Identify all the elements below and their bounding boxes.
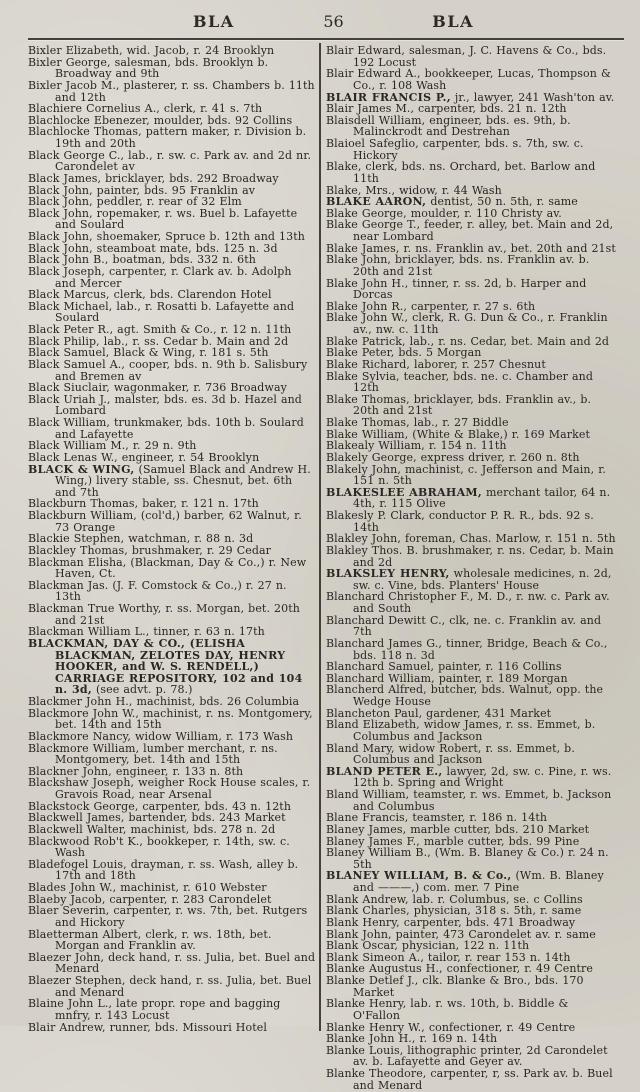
directory-entry: Blakely John, machinist, c. Jefferson and Main, r. 151 n. 5th bbox=[326, 462, 606, 488]
directory-entry: Bixler Jacob M., plasterer, r. ss. Chambers b. 11th and 12th bbox=[28, 78, 315, 104]
directory-entry: Blackman Elisha, (Blackman, Day & Co.,) r. New Haven, Ct. bbox=[28, 555, 307, 581]
directory-entry: Black Marcus, clerk, bds. Clarendon Hotel bbox=[28, 288, 272, 302]
directory-entry: Black Samuel A., cooper, bds. n. 9th b. Salisbury and Bremen av bbox=[28, 357, 308, 383]
directory-entry: Blank Andrew, lab. r. Columbus, se. c Collins bbox=[326, 892, 583, 906]
directory-entry: Black Michael, lab., r. Rosatti b. Lafayette and Soulard bbox=[28, 299, 295, 325]
directory-entry: Blackman Jas. (J. F. Comstock & Co.,) r. 27 n. 13th bbox=[28, 578, 287, 604]
directory-entry: Blanke Augustus H., confectioner, r. 49 Centre bbox=[326, 962, 593, 976]
directory-entry: Blaney James, marble cutter, bds. 210 Market bbox=[326, 822, 590, 836]
directory-entry: BLANEY WILLIAM, B. & Co., (Wm. B. Blaney and ———,) com. mer. 7 Pine bbox=[326, 869, 604, 894]
directory-entry: Blanke Louis, lithographic printer, 2d Carondelet av. b. Lafayette and Geyer av. bbox=[326, 1043, 608, 1069]
directory-entry: Blanchard Samuel, painter, r. 116 Collins bbox=[326, 660, 562, 674]
directory-entry: Blanchard James G., tinner, Bridge, Beach & Co., bds. 118 n. 3d bbox=[326, 636, 608, 662]
directory-entry: Blake George, moulder, r. 110 Christy av. bbox=[326, 206, 562, 220]
directory-entry: Blackburn Thomas, baker, r. 121 n. 17th bbox=[28, 497, 259, 511]
directory-entry: Blair Andrew, runner, bds. Missouri Hotel bbox=[28, 1020, 267, 1034]
directory-entry: BLAND PETER E., lawyer, 2d, sw. c. Pine, r. ws. 12th b. Spring and Wright bbox=[326, 764, 612, 790]
directory-entry: Black John, painter, bds. 95 Franklin av bbox=[28, 183, 256, 197]
directory-entry: Blaeby Jacob, carpenter, r. 283 Carondelet bbox=[28, 892, 272, 906]
directory-entry: Black William M., r. 29 n. 9th bbox=[28, 439, 197, 453]
directory-entry: Blake John R., carpenter, r. 27 s. 6th bbox=[326, 299, 536, 313]
directory-entry: Blair Edward, salesman, J. C. Havens & Co., bds. 192 Locust bbox=[326, 44, 607, 69]
directory-entry: Blake Thomas, lab., r. 27 Biddle bbox=[326, 416, 509, 429]
directory-entry: Black Philip, lab., r. ss. Cedar b. Main and 2d bbox=[28, 334, 289, 348]
directory-entry: Blaezer Stephen, deck hand, r. ss. Julia, bet. Buel and Menard bbox=[28, 974, 312, 999]
directory-entry: Blackley Thomas, brushmaker, r. 29 Cedar bbox=[28, 543, 272, 557]
directory-entry: Black John, steamboat mate, bds. 125 n. 3d bbox=[28, 241, 278, 255]
directory-entry: Black James, bricklayer, bds. 292 Broadway bbox=[28, 171, 279, 185]
directory-entry: BLAKE AARON, dentist, 50 n. 5th, r. same bbox=[326, 195, 578, 209]
directory-entry: Blades John W., machinist, r. 610 Webster bbox=[28, 881, 267, 894]
directory-entry: Blake James, r. ns. Franklin av., bet. 20th and 21st bbox=[326, 241, 616, 255]
directory-entry: Blackwell James, bartender, bds. 243 Market bbox=[28, 811, 286, 825]
directory-entry: Black Samuel, Black & Wing, r. 181 s. 5th bbox=[28, 346, 269, 360]
directory-entry: Blackmore Nancy, widow William, r. 173 Wash bbox=[28, 729, 294, 743]
directory-entry: Blank Simeon A., tailor, r. rear 153 n. 14th bbox=[326, 950, 571, 964]
directory-entry: Blane Francis, teamster, r. 186 n. 14th bbox=[326, 811, 548, 825]
directory-entry: Blackmer John H., machinist, bds. 26 Columbia bbox=[28, 695, 300, 708]
directory-entry: Blachlocke Ebenezer, moulder, bds. 92 Collins bbox=[28, 113, 293, 127]
directory-entry: Blanchard William, painter, r. 189 Morgan bbox=[326, 671, 568, 685]
directory-entry: Blackie Stephen, watchman, r. 88 n. 3d bbox=[28, 532, 254, 546]
directory-entry: Blakealy William, r. 154 n. 11th bbox=[326, 439, 507, 453]
directory-entry: Blank John, painter, 473 Carondelet av. r. same bbox=[326, 927, 596, 941]
directory-entry: Blake John W., clerk, R. G. Dun & Co., r. Franklin av., nw. c. 11th bbox=[326, 311, 608, 336]
directory-entry: Blanchard Dewitt C., clk, ne. c. Franklin av. and 7th bbox=[326, 613, 602, 639]
directory-entry: Black Siuclair, wagonmaker, r. 736 Broadway bbox=[28, 381, 287, 395]
directory-entry: Blakely George, express driver, r. 260 n. 8th bbox=[326, 450, 580, 464]
directory-entry: Blake Sylvia, teacher, bds. ne. c. Chamber and 12th bbox=[326, 369, 594, 395]
directory-entry: Blancherd Alfred, butcher, bds. Walnut, opp. the Wedge House bbox=[326, 683, 604, 708]
directory-entry: Blake William, (White & Blake,) r. 169 Market bbox=[326, 427, 591, 441]
right-column bbox=[326, 43, 618, 1091]
directory-entry: Blanke Theodore, carpenter, r, ss. Park av. b. Buel and Menard bbox=[326, 1067, 613, 1092]
directory-entry: BLACK & WING, (Samuel Black and Andrew H. Wing,) livery stable, ss. Chesnut, bet. 6th and 7th bbox=[28, 462, 311, 499]
column-divider bbox=[319, 43, 321, 1031]
directory-entry: Blancheton Paul, gardener, 431 Market bbox=[326, 706, 552, 720]
directory-entry: Blake Peter, bds. 5 Morgan bbox=[326, 346, 482, 360]
directory-entry: Blake, Mrs., widow, r. 44 Wash bbox=[326, 183, 502, 197]
directory-entry: Blackman William L., tinner, r. 63 n. 17th bbox=[28, 625, 265, 639]
directory-entry: Blaisdell William, engineer, bds. es. 9th, b. Malinckrodt and Destrehan bbox=[326, 113, 571, 139]
directory-entry: Blanke Henry W., confectioner, r. 49 Centre bbox=[326, 1020, 576, 1034]
directory-entry: Blakley Thos. B. brushmaker, r. ns. Cedar, b. Main and 2d bbox=[326, 543, 614, 569]
directory-entry: Blakesly P. Clark, conductor P. R. R., bds. 92 s. 14th bbox=[326, 509, 594, 534]
left-column bbox=[28, 43, 316, 1091]
directory-entry: Blanchard Christopher F., M. D., r. nw. c. Park av. and South bbox=[326, 590, 610, 615]
directory-entry: Blake George T., feeder, r. alley, bet. Main and 2d, near Lombard bbox=[326, 218, 614, 243]
directory-entry: Black John B., boatman, bds. 332 n. 6th bbox=[28, 253, 256, 267]
directory-entry: Blank Henry, carpenter, bds. 471 Broadway bbox=[326, 915, 576, 929]
directory-entry: Blaezer John, deck hand, r. ss. Julia, bet. Buel and Menard bbox=[28, 950, 316, 976]
directory-entry: Black Uriah J., malster, bds. es. 3d b. Hazel and Lombard bbox=[28, 392, 302, 418]
page-number: 56 bbox=[323, 12, 344, 31]
directory-entry: Bland Mary, widow Robert, r. ss. Emmet, b. Columbus and Jackson bbox=[326, 741, 575, 767]
directory-entry: Blackwood Rob't K., bookkeper, r. 14th, sw. c. Wash bbox=[28, 834, 290, 860]
directory-entry: Blackstock George, carpenter, bds. 43 n. 12th bbox=[28, 799, 291, 813]
directory-entry: Blake Patrick, lab., r. ns. Cedar, bet. Main and 2d bbox=[326, 334, 610, 348]
directory-entry: Black John, shoemaker, Spruce b. 12th and 13th bbox=[28, 230, 305, 243]
directory-entry: Black Joseph, carpenter, r. Clark av. b. Adolph and Mercer bbox=[28, 264, 292, 290]
directory-entry: Blackmore John W., machinist, r. ns. Montgomery, bet. 14th and 15th bbox=[28, 706, 313, 732]
directory-entry: Bixler Elizabeth, wid. Jacob, r. 24 Brooklyn bbox=[28, 44, 275, 57]
directory-entry: Blaer Severin, carpenter, r. ws. 7th, bet. Rutgers and Hickory bbox=[28, 904, 308, 929]
directory-entry: Blanke John H., r. 169 n. 14th bbox=[326, 1032, 498, 1046]
directory-entry: Blake, clerk, bds. ns. Orchard, bet. Barlow and 11th bbox=[326, 160, 596, 185]
directory-entry: Blaney James F., marble cutter, bds. 99 Pine bbox=[326, 834, 580, 848]
directory-entry: Blair James M., carpenter, bds. 21 n. 12th bbox=[326, 102, 567, 116]
directory-entry: Black John, peddler, r. rear of 32 Elm bbox=[28, 195, 242, 209]
directory-entry: Blake John, bricklayer, bds. ns. Franklin av. b. 20th and 21st bbox=[326, 253, 590, 278]
directory-entry: Blaetterman Albert, clerk, r. ws. 18th, bet. Morgan and Franklin av. bbox=[28, 927, 272, 953]
directory-entry: BLACKMAN, DAY & CO., (ELISHA BLACKMAN, ZELOTES DAY, HENRY HOOKER, and W. S. RENDELL,) CARRIAGE REPOSITORY, 102 and 104 n. 3d, (see advt. p. 78.) bbox=[28, 636, 303, 697]
directory-entry: Black Lenas W., engineer, r. 54 Brooklyn bbox=[28, 450, 260, 464]
header-rule bbox=[28, 38, 624, 40]
directory-entry: Blake Richard, laborer, r. 257 Chesnut bbox=[326, 357, 546, 371]
header-section-left: BLA bbox=[193, 12, 235, 31]
directory-entry: Blackshaw Joseph, weigher Rock House scales, r. Gravois Road, near Arsenal bbox=[28, 776, 311, 801]
directory-entry: BLAIR FRANCIS P., jr., lawyer, 241 Wash'ton av. bbox=[326, 90, 615, 104]
directory-entry: Blank Oscar, physician, 122 n. 11th bbox=[326, 939, 530, 953]
directory-entry: Black John, ropemaker, r. ws. Buel b. Lafayette and Soulard bbox=[28, 206, 298, 232]
directory-entry: Blakley John, foreman, Chas. Marlow, r. 151 n. 5th bbox=[326, 532, 616, 546]
directory-entry: Blackman True Worthy, r. ss. Morgan, bet. 20th and 21st bbox=[28, 602, 300, 627]
directory-entry: Black Peter R., agt. Smith & Co., r. 12 n. 11th bbox=[28, 323, 292, 336]
directory-entry: Blanke Detlef J., clk. Blanke & Bro., bds. 170 Market bbox=[326, 974, 584, 999]
directory-entry: Blair Edward A., bookkeeper, Lucas, Thompson & Co., r. 108 Wash bbox=[326, 67, 611, 92]
directory-entry: Blaioel Safeglio, carpenter, bds. s. 7th, sw. c. Hickory bbox=[326, 137, 584, 162]
directory-entry: Blanke Henry, lab. r. ws. 10th, b. Biddle & O'Fallon bbox=[326, 997, 569, 1022]
directory-entry: Bladefogel Louis, drayman, r. ss. Wash, alley b. 17th and 18th bbox=[28, 857, 299, 883]
directory-entry: Blachiere Cornelius A., clerk, r. 41 s. 7th bbox=[28, 102, 263, 116]
directory-columns bbox=[28, 43, 624, 1091]
directory-entry: Blackwell Walter, machinist, bds. 278 n. 2d bbox=[28, 822, 276, 836]
directory-entry: Bland Elizabeth, widow James, r. ss. Emmet, b. Columbus and Jackson bbox=[326, 718, 596, 743]
directory-entry: Black George C., lab., r. sw. c. Park av. and 2d nr. Carondelet av bbox=[28, 148, 312, 174]
directory-entry: BLAKSLEY HENRY, wholesale medicines, n. 2d, sw. c. Vine, bds. Planters' House bbox=[326, 567, 612, 592]
directory-entry: Blachlocke Thomas, pattern maker, r. Division b. 19th and 20th bbox=[28, 125, 307, 150]
page-header bbox=[28, 8, 624, 31]
directory-entry: Black William, trunkmaker, bds. 10th b. Soulard and Lafayette bbox=[28, 416, 304, 441]
directory-entry: Blake John H., tinner, r. ss. 2d, b. Harper and Dorcas bbox=[326, 276, 587, 302]
header-section-right: BLA bbox=[432, 12, 474, 31]
directory-entry: Blaine John L., late propr. rope and bagging mnfry, r. 143 Locust bbox=[28, 997, 281, 1022]
directory-entry: Bland William, teamster, r. ws. Emmet, b. Jackson and Columbus bbox=[326, 788, 612, 813]
directory-entry: Blackner John, engineer, r. 133 n. 8th bbox=[28, 764, 244, 778]
directory-entry: Blank Charles, physician, 318 s. 5th, r. same bbox=[326, 904, 582, 918]
directory-entry: Blackmore William, lumber merchant, r. ns. Montgomery, bet. 14th and 15th bbox=[28, 741, 278, 767]
directory-entry: BLAKESLEE ABRAHAM, merchant tailor, 64 n. 4th, r. 115 Olive bbox=[326, 485, 611, 511]
directory-entry: Blake Thomas, bricklayer, bds. Franklin av., b. 20th and 21st bbox=[326, 392, 592, 418]
directory-entry: Bixler George, salesman, bds. Brooklyn b. Broadway and 9th bbox=[28, 55, 269, 81]
directory-entry: Blaney William B., (Wm. B. Blaney & Co.) r. 24 n. 5th bbox=[326, 846, 609, 871]
directory-entry: Blackburn William, (col'd,) barber, 62 Walnut, r. 73 Orange bbox=[28, 509, 302, 534]
